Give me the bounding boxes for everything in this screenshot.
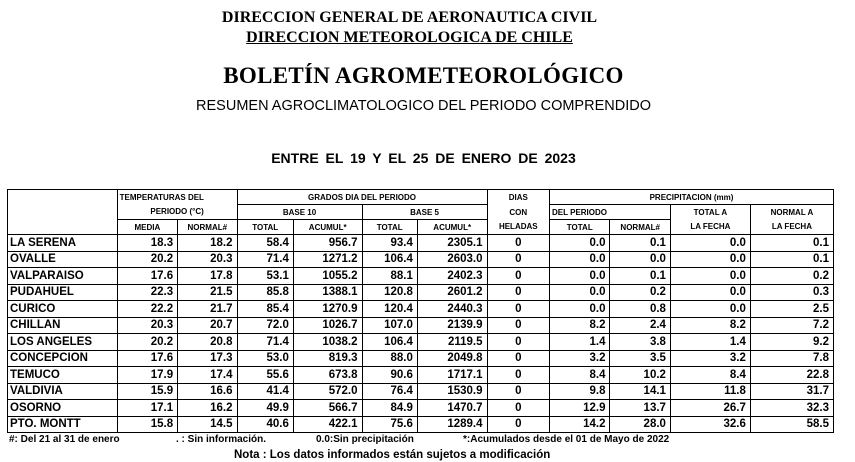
footnote-no-info: . : Sin información. <box>176 434 267 445</box>
b5-acumul-cell: 1530.9 <box>417 383 487 400</box>
agro-table <box>7 189 834 433</box>
normal-fecha-cell: 31.7 <box>750 383 833 400</box>
total-fecha-cell: 0.0 <box>670 268 750 285</box>
table-row <box>8 301 834 318</box>
disclaimer-note: Nota : Los datos informados están sujetos a modificación <box>234 449 551 461</box>
b5-acumul-cell: 2440.3 <box>417 301 487 318</box>
precip-normal-cell: 0.1 <box>610 268 670 285</box>
b10-acumul-cell: 422.1 <box>293 416 362 433</box>
total-fecha-cell: 11.8 <box>670 383 750 400</box>
b10-total-cell: 55.6 <box>237 367 293 384</box>
b5-acumul-cell: 1289.4 <box>417 416 487 433</box>
b10-total-cell: 53.0 <box>237 350 293 367</box>
table-row <box>8 317 834 334</box>
b10-total-cell: 71.4 <box>237 334 293 351</box>
total-fecha-cell: 0.0 <box>670 235 750 252</box>
total-fecha-cell: 0.0 <box>670 301 750 318</box>
precip-total-cell: 1.4 <box>550 334 610 351</box>
station-cell: VALDIVIA <box>8 383 118 400</box>
dias-header-1: DIAS <box>487 190 550 205</box>
total-fecha-cell: 26.7 <box>670 400 750 417</box>
b5-total-cell: 107.0 <box>362 317 417 334</box>
temp-group-header: TEMPERATURAS DEL <box>117 190 237 205</box>
b10-total-cell: 53.1 <box>237 268 293 285</box>
heladas-cell: 0 <box>487 268 550 285</box>
precip-normal-cell: 3.5 <box>610 350 670 367</box>
dias-header-3: HELADAS <box>487 220 550 235</box>
b10-acumul-cell: 1270.9 <box>293 301 362 318</box>
precip-normal-cell: 0.0 <box>610 251 670 268</box>
total-fecha-cell: 0.0 <box>670 251 750 268</box>
grados-group-header: GRADOS DIA DEL PERIODO <box>237 190 487 205</box>
normal-fecha-cell: 7.8 <box>750 350 833 367</box>
bulletin-title: BOLETÍN AGROMETEOROLÓGICO <box>223 63 624 88</box>
media-cell: 20.3 <box>117 317 177 334</box>
normal-cell: 21.7 <box>178 301 237 318</box>
b5-acumul-cell: 2601.2 <box>417 284 487 301</box>
la-fecha-header-2: LA FECHA <box>750 220 833 235</box>
normal-cell: 17.4 <box>178 367 237 384</box>
b5-acumul-cell: 2603.0 <box>417 251 487 268</box>
normal-fecha-cell: 22.8 <box>750 367 833 384</box>
precip-normal-cell: 3.8 <box>610 334 670 351</box>
total-a-header: TOTAL A <box>670 205 750 220</box>
precip-normal-cell: 10.2 <box>610 367 670 384</box>
b10-total-header: TOTAL <box>237 220 293 235</box>
normal-fecha-cell: 58.5 <box>750 416 833 433</box>
media-cell: 22.3 <box>117 284 177 301</box>
b10-acumul-cell: 819.3 <box>293 350 362 367</box>
normal-fecha-cell: 0.2 <box>750 268 833 285</box>
normal-fecha-cell: 0.3 <box>750 284 833 301</box>
normal-fecha-cell: 0.1 <box>750 251 833 268</box>
b5-total-cell: 93.4 <box>362 235 417 252</box>
normal-cell: 17.3 <box>178 350 237 367</box>
b5-acumul-cell: 1470.7 <box>417 400 487 417</box>
heladas-cell: 0 <box>487 383 550 400</box>
b10-acumul-cell: 1026.7 <box>293 317 362 334</box>
total-fecha-cell: 32.6 <box>670 416 750 433</box>
normal-cell: 17.8 <box>178 268 237 285</box>
media-cell: 15.9 <box>117 383 177 400</box>
b10-acumul-cell: 673.8 <box>293 367 362 384</box>
b10-acumul-cell: 1388.1 <box>293 284 362 301</box>
b5-total-cell: 88.1 <box>362 268 417 285</box>
b5-total-cell: 90.6 <box>362 367 417 384</box>
table-row <box>8 268 834 285</box>
total-fecha-cell: 3.2 <box>670 350 750 367</box>
b10-total-cell: 85.4 <box>237 301 293 318</box>
precip-total-cell: 8.2 <box>550 317 610 334</box>
heladas-cell: 0 <box>487 367 550 384</box>
station-cell: CHILLAN <box>8 317 118 334</box>
b10-acumul-cell: 572.0 <box>293 383 362 400</box>
b5-acumul-cell: 2049.8 <box>417 350 487 367</box>
precip-normal-cell: 14.1 <box>610 383 670 400</box>
station-cell: VALPARAISO <box>8 268 118 285</box>
heladas-cell: 0 <box>487 400 550 417</box>
b10-acumul-cell: 1271.2 <box>293 251 362 268</box>
table-row <box>8 284 834 301</box>
heladas-cell: 0 <box>487 251 550 268</box>
media-header: MEDIA <box>117 220 177 235</box>
media-cell: 20.2 <box>117 251 177 268</box>
total-fecha-cell: 8.4 <box>670 367 750 384</box>
table-row <box>8 350 834 367</box>
base10-header: BASE 10 <box>237 205 362 220</box>
table-row <box>8 334 834 351</box>
heladas-cell: 0 <box>487 416 550 433</box>
station-cell: LOS ANGELES <box>8 334 118 351</box>
normal-cell: 20.3 <box>178 251 237 268</box>
b5-acumul-cell: 2305.1 <box>417 235 487 252</box>
table-header <box>8 190 834 235</box>
normal-cell: 20.7 <box>178 317 237 334</box>
b5-total-cell: 88.0 <box>362 350 417 367</box>
b5-total-cell: 120.8 <box>362 284 417 301</box>
table-row <box>8 383 834 400</box>
normal-a-header: NORMAL A <box>750 205 833 220</box>
b5-total-cell: 84.9 <box>362 400 417 417</box>
normal-fecha-cell: 7.2 <box>750 317 833 334</box>
heladas-cell: 0 <box>487 334 550 351</box>
station-cell: TEMUCO <box>8 367 118 384</box>
media-cell: 17.1 <box>117 400 177 417</box>
bulletin-subtitle: RESUMEN AGROCLIMATOLOGICO DEL PERIODO COMPRENDIDO <box>196 98 651 114</box>
b10-acumul-cell: 566.7 <box>293 400 362 417</box>
temp-group-header-2: PERIODO (°C) <box>117 205 237 220</box>
media-cell: 17.9 <box>117 367 177 384</box>
total-fecha-cell: 8.2 <box>670 317 750 334</box>
precip-normal-cell: 28.0 <box>610 416 670 433</box>
station-cell: OSORNO <box>8 400 118 417</box>
media-cell: 15.8 <box>117 416 177 433</box>
normal-cell: 18.2 <box>178 235 237 252</box>
precip-normal-cell: 0.2 <box>610 284 670 301</box>
b5-acumul-cell: 2402.3 <box>417 268 487 285</box>
del-periodo-header: DEL PERIODO <box>550 205 671 220</box>
b10-acumul-header: ACUMUL* <box>293 220 362 235</box>
heladas-cell: 0 <box>487 235 550 252</box>
table-row <box>8 251 834 268</box>
b10-total-cell: 72.0 <box>237 317 293 334</box>
normal-cell: 20.8 <box>178 334 237 351</box>
b10-total-cell: 58.4 <box>237 235 293 252</box>
precip-normal-cell: 13.7 <box>610 400 670 417</box>
b5-total-cell: 75.6 <box>362 416 417 433</box>
b10-acumul-cell: 956.7 <box>293 235 362 252</box>
precip-total-cell: 8.4 <box>550 367 610 384</box>
station-cell: PTO. MONTT <box>8 416 118 433</box>
b10-total-cell: 41.4 <box>237 383 293 400</box>
heladas-cell: 0 <box>487 317 550 334</box>
station-cell: LA SERENA <box>8 235 118 252</box>
precip-normal-cell: 0.8 <box>610 301 670 318</box>
media-cell: 20.2 <box>117 334 177 351</box>
precip-normal-cell: 2.4 <box>610 317 670 334</box>
b10-total-cell: 49.9 <box>237 400 293 417</box>
b5-total-cell: 76.4 <box>362 383 417 400</box>
normal-cell: 14.5 <box>178 416 237 433</box>
normal-cell: 16.6 <box>178 383 237 400</box>
b5-total-cell: 120.4 <box>362 301 417 318</box>
base5-header: BASE 5 <box>362 205 487 220</box>
table-body <box>8 235 834 433</box>
media-cell: 17.6 <box>117 350 177 367</box>
precip-group-header: PRECIPITACION (mm) <box>550 190 834 205</box>
precip-total-cell: 0.0 <box>550 301 610 318</box>
precip-total-cell: 3.2 <box>550 350 610 367</box>
station-cell: OVALLE <box>8 251 118 268</box>
precip-normal-cell: 0.1 <box>610 235 670 252</box>
normal-fecha-cell: 9.2 <box>750 334 833 351</box>
dept-name: DIRECCION METEOROLOGICA DE CHILE <box>246 29 573 46</box>
footnote-normal: #: Del 21 al 31 de enero <box>9 434 120 445</box>
b5-acumul-header: ACUMUL* <box>417 220 487 235</box>
footnote-no-precip: 0.0:Sin precipitación <box>316 434 414 445</box>
precip-total-cell: 14.2 <box>550 416 610 433</box>
station-cell: CONCEPCION <box>8 350 118 367</box>
b10-acumul-cell: 1038.2 <box>293 334 362 351</box>
normal-header: NORMAL# <box>178 220 237 235</box>
media-cell: 18.3 <box>117 235 177 252</box>
media-cell: 22.2 <box>117 301 177 318</box>
p-total-header: TOTAL <box>550 220 610 235</box>
heladas-cell: 0 <box>487 301 550 318</box>
heladas-cell: 0 <box>487 350 550 367</box>
precip-total-cell: 0.0 <box>550 268 610 285</box>
la-fecha-header-1: LA FECHA <box>670 220 750 235</box>
normal-fecha-cell: 32.3 <box>750 400 833 417</box>
table-row <box>8 235 834 252</box>
heladas-cell: 0 <box>487 284 550 301</box>
table-row <box>8 367 834 384</box>
footnote-accumulated: *:Acumulados desde el 01 de Mayo de 2022 <box>463 434 670 445</box>
b10-total-cell: 40.6 <box>237 416 293 433</box>
precip-total-cell: 0.0 <box>550 235 610 252</box>
b5-acumul-cell: 2139.9 <box>417 317 487 334</box>
table-row <box>8 416 834 433</box>
normal-cell: 21.5 <box>178 284 237 301</box>
station-header <box>8 190 118 235</box>
b5-total-cell: 106.4 <box>362 334 417 351</box>
precip-total-cell: 0.0 <box>550 251 610 268</box>
dias-header-2: CON <box>487 205 550 220</box>
org-name: DIRECCION GENERAL DE AERONAUTICA CIVIL <box>221 9 598 26</box>
total-fecha-cell: 1.4 <box>670 334 750 351</box>
precip-total-cell: 0.0 <box>550 284 610 301</box>
precip-total-cell: 12.9 <box>550 400 610 417</box>
precip-total-cell: 9.8 <box>550 383 610 400</box>
normal-fecha-cell: 2.5 <box>750 301 833 318</box>
normal-fecha-cell: 0.1 <box>750 235 833 252</box>
b10-total-cell: 71.4 <box>237 251 293 268</box>
total-fecha-cell: 0.0 <box>670 284 750 301</box>
table-row <box>8 400 834 417</box>
b5-total-cell: 106.4 <box>362 251 417 268</box>
station-cell: CURICO <box>8 301 118 318</box>
media-cell: 17.6 <box>117 268 177 285</box>
p-normal-header: NORMAL# <box>610 220 670 235</box>
station-cell: PUDAHUEL <box>8 284 118 301</box>
b10-total-cell: 85.8 <box>237 284 293 301</box>
b5-total-header: TOTAL <box>362 220 417 235</box>
b10-acumul-cell: 1055.2 <box>293 268 362 285</box>
period-range: ENTRE EL 19 Y EL 25 DE ENERO DE 2023 <box>271 150 576 166</box>
b5-acumul-cell: 2119.5 <box>417 334 487 351</box>
normal-cell: 16.2 <box>178 400 237 417</box>
b5-acumul-cell: 1717.1 <box>417 367 487 384</box>
